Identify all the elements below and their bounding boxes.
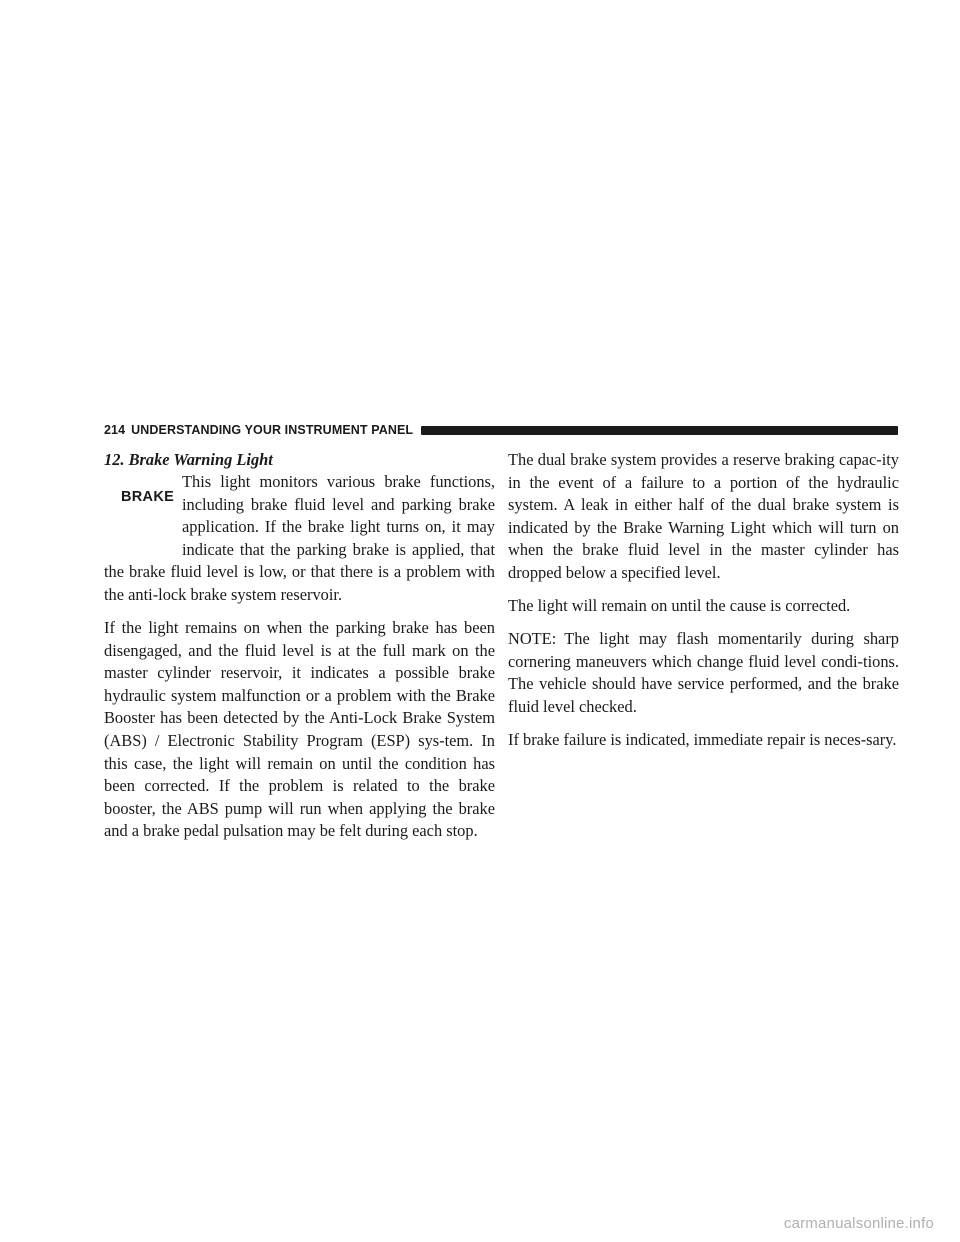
paragraph: This light monitors various brake functions, including brake fluid level and parking brake application. If the brake light turns on, it may indicate that the parking brake is applied, that the brake fluid level is low, or that there is a problem with the anti-lock brake system reservoir. — [104, 472, 495, 604]
brake-warning-icon-wrap — [104, 471, 182, 539]
paragraph: The dual brake system provides a reserve braking capac-ity in the event of a failure to a portion of the hydraulic system. A leak in either half of the dual brake system is indicated by the Brake Warning Light which will turn on when the brake fluid level in the master cylinder has dropped below a specified level. — [508, 450, 899, 582]
brake-warning-heading: 12. Brake Warning Light — [104, 450, 273, 469]
paragraph: The light will remain on until the cause is corrected. — [508, 596, 851, 616]
left-column — [104, 449, 495, 854]
watermark: carmanualsonline.info — [783, 1215, 934, 1232]
header-rule — [421, 426, 898, 435]
section-title: UNDERSTANDING YOUR INSTRUMENT PANEL — [131, 423, 414, 437]
note-label: NOTE: — [508, 629, 557, 649]
note-text: The light may flash momentarily during sharp cornering maneuvers which change fluid level condi-tions. The vehicle should have service performed, and the brake fluid level checked. — [508, 629, 899, 716]
right-column — [508, 449, 899, 762]
page-number: 214 — [104, 423, 126, 437]
paragraph: If the light remains on when the parking brake has been disengaged, and the fluid level is at the full mark on the master cylinder reservoir, it indicates a possible brake hydraulic system malfunction or a problem with the Brake Booster has been detected by the Anti-Lock Brake System (ABS) / Electronic Stability Program (ESP) sys-tem. In this case, the light will remain on until the condition has been corrected. If the problem is related to the brake booster, the ABS pump will run when applying the brake and a brake pedal pulsation may be felt during each stop. — [104, 618, 495, 841]
note-paragraph — [508, 628, 899, 718]
paragraph: If brake failure is indicated, immediate repair is neces-sary. — [508, 730, 897, 750]
brake-warning-icon: BRAKE — [121, 489, 175, 505]
page-header — [104, 421, 898, 439]
